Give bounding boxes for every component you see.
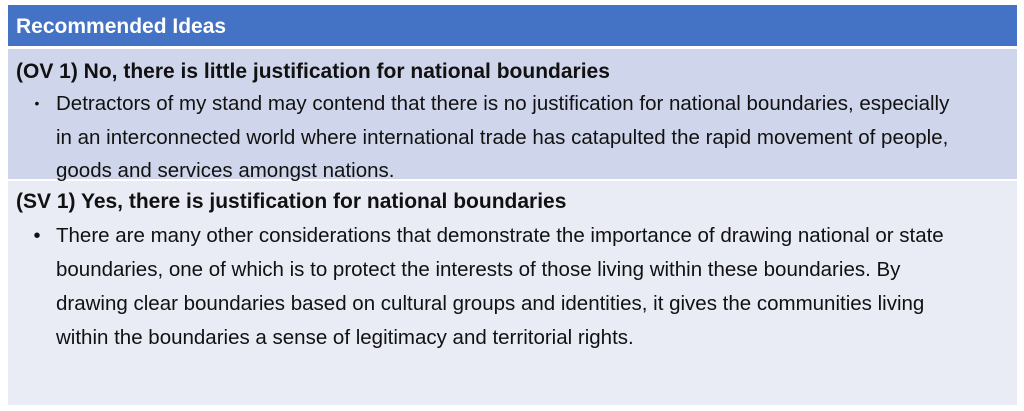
recommended-ideas-table [8, 5, 1017, 405]
bullet-icon: • [34, 95, 40, 111]
supporting-view-row [8, 181, 1017, 405]
opposing-view-text: Detractors of my stand may contend that there is no justification for national boundaries, especially in an interconnected world where international trade has catapulted the rapid movement of people, goods and services amongst nations. [56, 92, 950, 182]
table-header [8, 5, 1017, 49]
supporting-view-text: There are many other considerations that demonstrate the importance of drawing national or state boundaries, one of which is to protect the interests of those living within these boundaries. By drawing clear boundaries based on cultural groups and identities, it gives the communities living within the boundaries a sense of legitimacy and territorial rights. [56, 224, 944, 349]
opposing-view-heading: (OV 1) No, there is little justification for national boundaries [16, 60, 610, 83]
supporting-view-bullet-item [16, 219, 1009, 355]
opposing-view-row [8, 49, 1017, 181]
table-title: Recommended Ideas [16, 15, 227, 38]
supporting-view-heading: (SV 1) Yes, there is justification for national boundaries [16, 190, 567, 213]
bullet-icon: • [33, 225, 41, 247]
opposing-view-bullet-item [16, 87, 1009, 188]
